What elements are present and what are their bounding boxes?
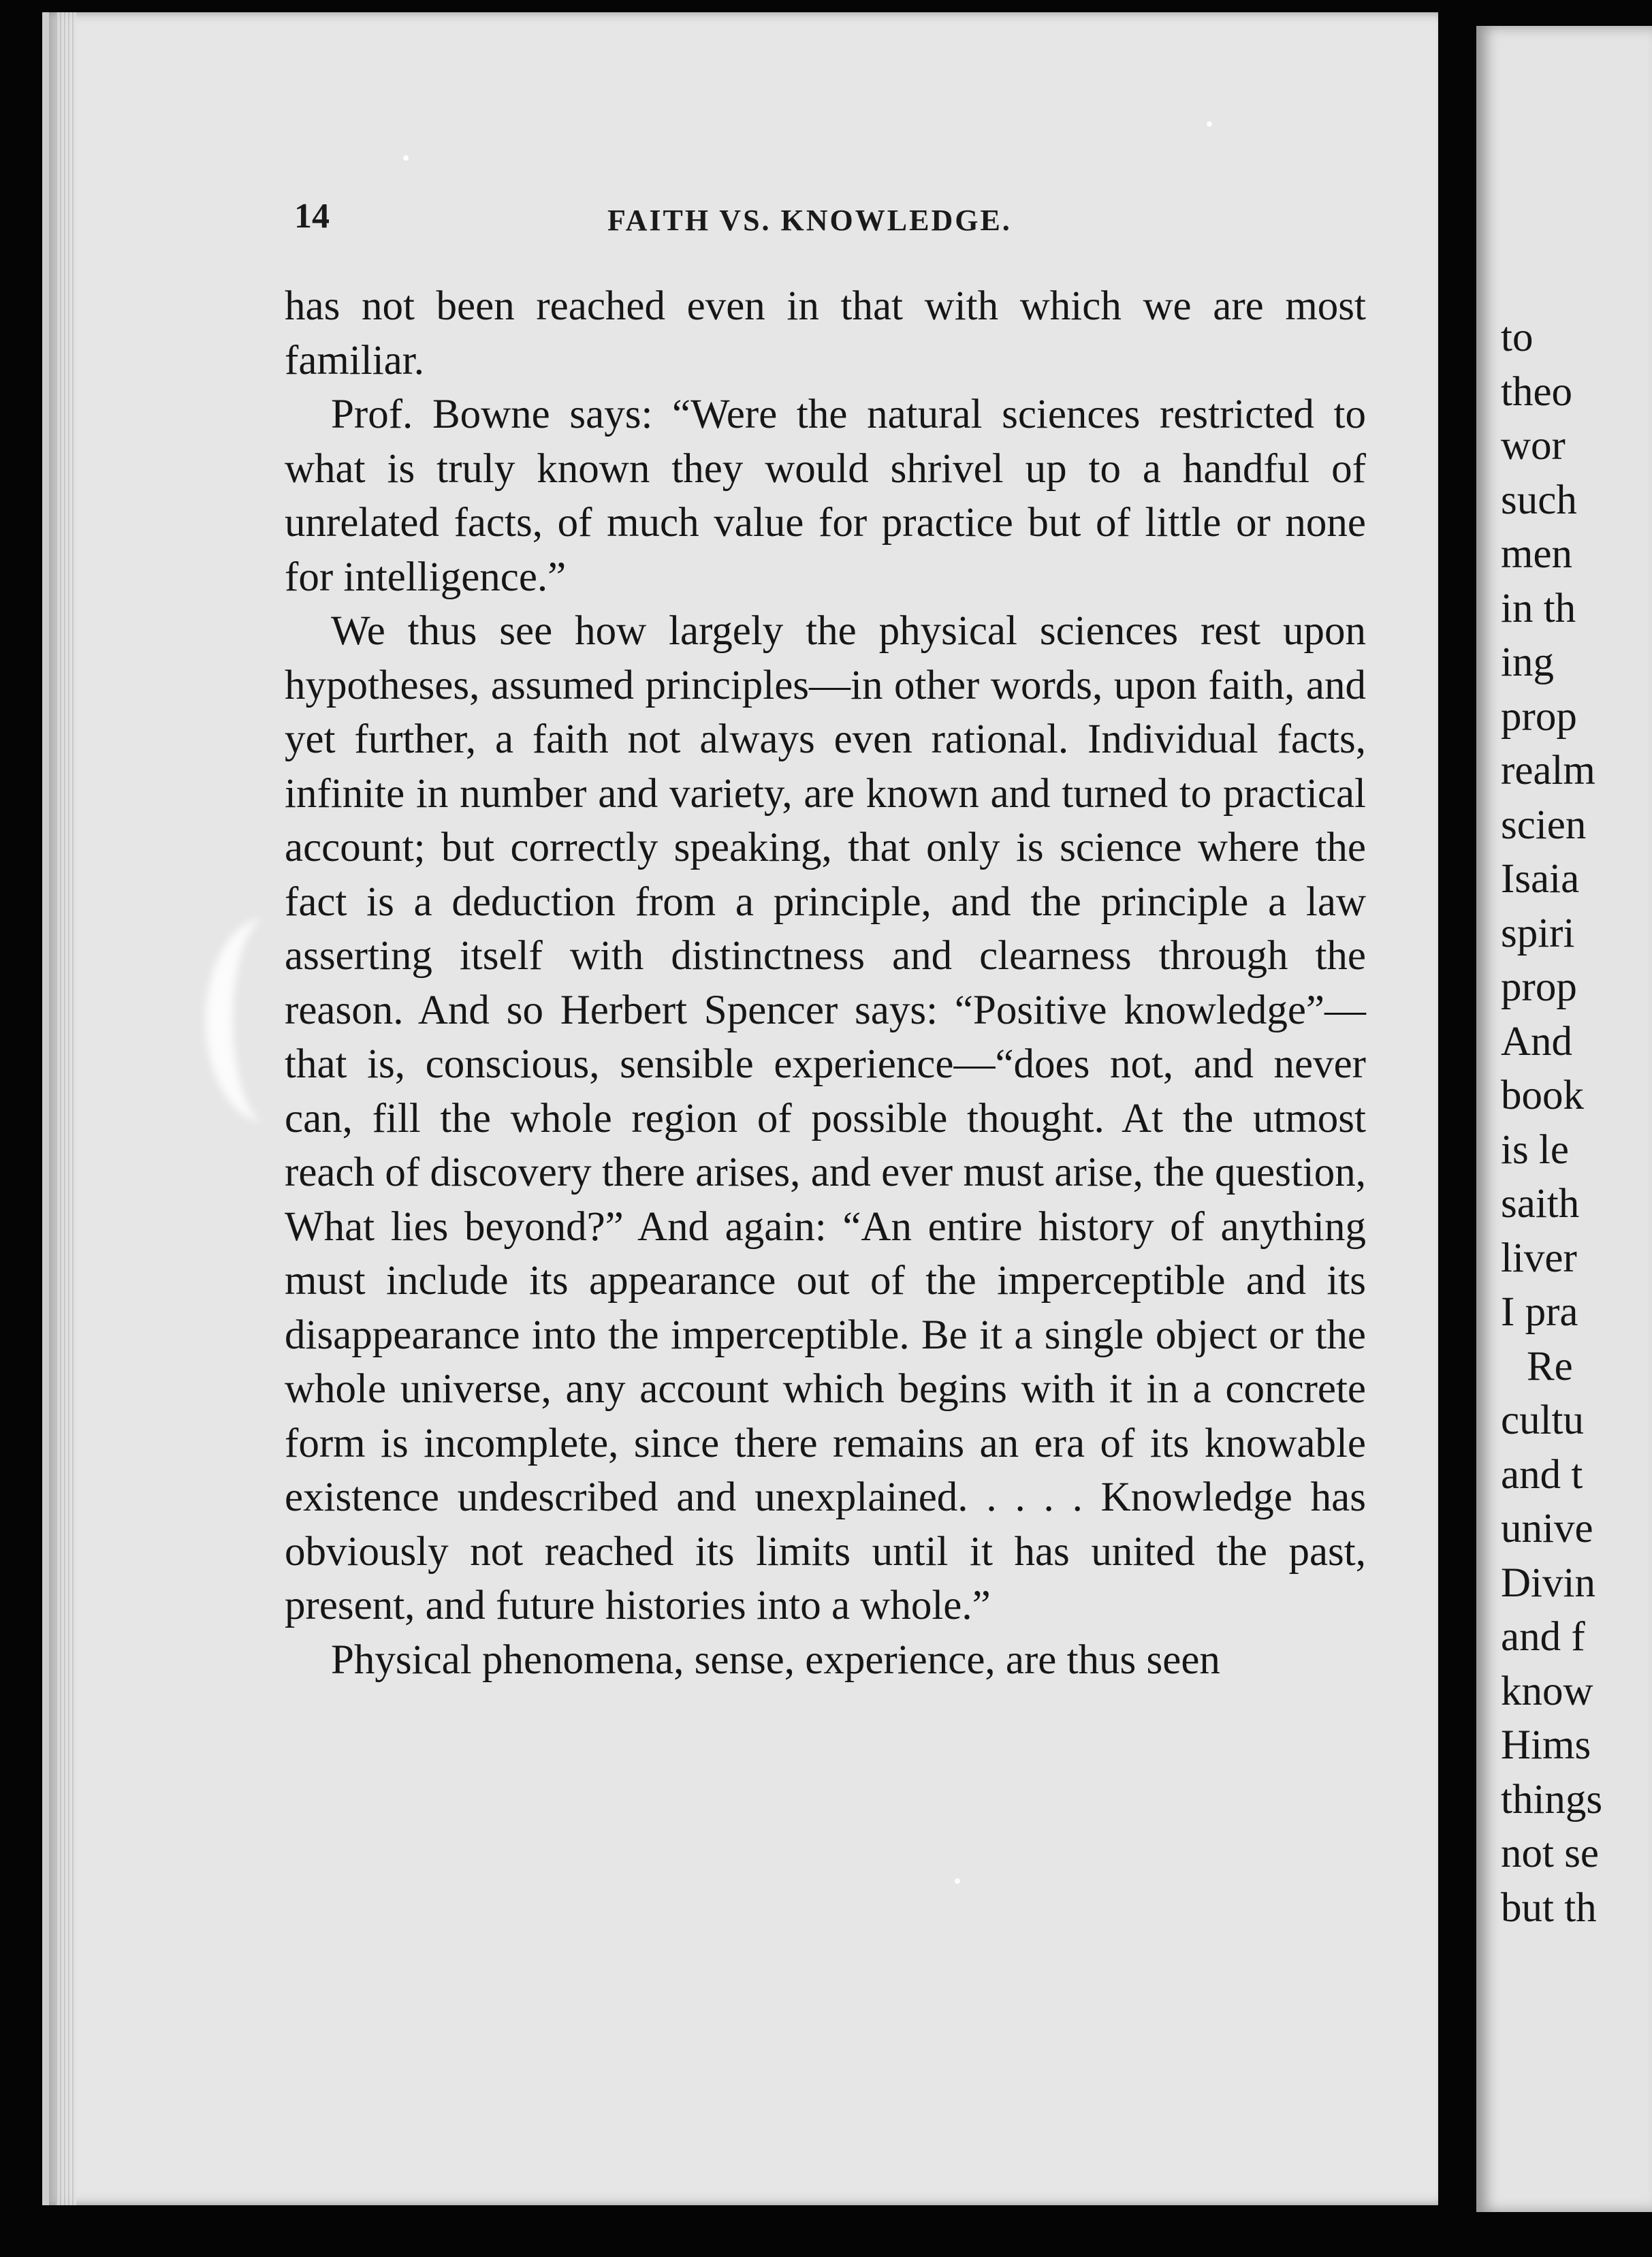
facing-line: book	[1501, 1073, 1584, 1118]
dust-speck	[955, 1878, 960, 1884]
page-number: 14	[294, 197, 330, 236]
facing-line: know	[1501, 1668, 1593, 1714]
paragraph: Prof. Bowne says: “Were the natural sciences restricted to what is truly known they would shrivel up to a handful of unrelated facts, of much value for practice but of little or none for intelligence.”	[285, 392, 1366, 600]
facing-line: Isaia	[1501, 856, 1580, 902]
dust-speck	[1207, 121, 1212, 127]
facing-line: and f	[1501, 1614, 1585, 1660]
facing-line: and t	[1501, 1451, 1583, 1498]
facing-line: liver	[1501, 1235, 1577, 1281]
page-header	[294, 196, 1370, 244]
page-edge-shading	[56, 12, 76, 2205]
facing-line: And	[1501, 1018, 1573, 1064]
facing-line: in th	[1501, 585, 1576, 631]
paragraph: We thus see how largely the physical sciences rest upon hypotheses, assumed principles—in other words, upon faith, and yet further, a faith not always even rational. Individual facts, infinite in number and variety, are known and turned to practical account; but correctly speaking, that only is science where the fact is a deduction from a principle, and the principle a law asserting itself with distinctness and clearness through the reason. And so Herbert Spencer says: “Positive knowledge”—that is, conscious, sensible experience—“does not, and never can, fill the whole region of possible thought. At the utmost reach of discovery there arises, and ever must arise, the question, What lies beyond?” And again: “An entire history of anything must include its appearance out of the imperceptible and its disappearance into the imperceptible. Be it a single object or the whole universe, any account which begins with it in a concrete form is incomplete, since there remains an era of its knowable existence undescribed and unexplained. . . . . Knowledge has obviously not reached its limits until it has united the past, present, and future histories into a whole.”	[285, 608, 1366, 1628]
facing-line: unive	[1501, 1506, 1593, 1551]
facing-line: spiri	[1501, 910, 1575, 956]
facing-page-text	[1501, 311, 1652, 1935]
facing-line: such	[1501, 477, 1577, 523]
book-gutter	[1438, 0, 1476, 2257]
paragraph: Physical phenomena, sense, experience, are thus seen	[331, 1637, 1220, 1683]
facing-line: scien	[1501, 802, 1587, 848]
facing-line: I pra	[1501, 1289, 1578, 1335]
facing-line: saith	[1501, 1181, 1580, 1227]
dust-speck	[403, 155, 409, 161]
paragraph: has not been reached even in that with which we are most familiar.	[285, 283, 1366, 383]
facing-line: Divin	[1501, 1560, 1595, 1606]
facing-line: prop	[1501, 693, 1577, 740]
facing-line: but th	[1501, 1884, 1597, 1931]
running-title: FAITH VS. KNOWLEDGE.	[607, 204, 1012, 237]
facing-line: ing	[1501, 640, 1554, 685]
facing-line: wor	[1501, 423, 1566, 469]
facing-line: theo	[1501, 368, 1573, 415]
facing-line: to	[1501, 315, 1534, 360]
facing-line: Re	[1527, 1343, 1573, 1389]
facing-line: things	[1501, 1776, 1603, 1822]
facing-page	[1476, 26, 1652, 2212]
facing-line: men	[1501, 531, 1573, 577]
facing-line: is le	[1501, 1126, 1569, 1173]
facing-line: Hims	[1501, 1722, 1591, 1768]
facing-line: cultu	[1501, 1398, 1584, 1443]
facing-line: realm	[1501, 748, 1595, 793]
facing-line: prop	[1501, 964, 1577, 1010]
facing-line: not se	[1501, 1831, 1600, 1876]
body-text	[285, 279, 1366, 1687]
